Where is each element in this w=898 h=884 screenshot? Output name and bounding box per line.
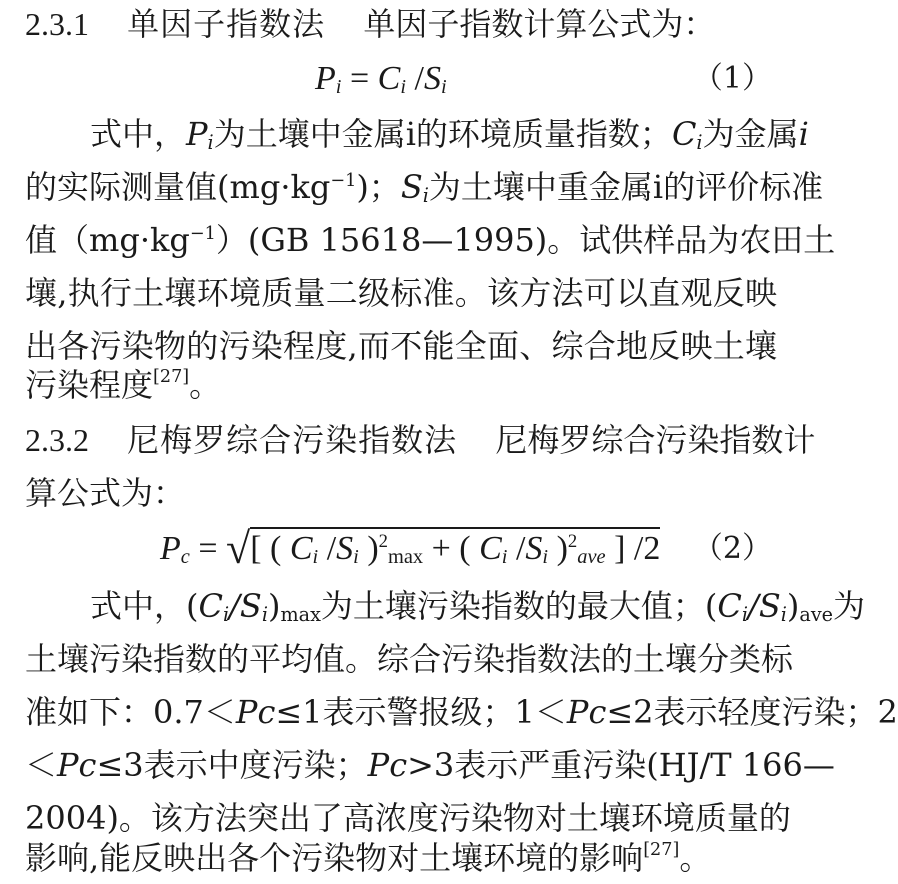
section-number: 2.3.1 — [25, 6, 89, 42]
formula-lead: 单因子指数计算公式为： — [363, 5, 716, 43]
citation: [27] — [153, 367, 190, 387]
para1-line4: 壤,执行土壤环境质量二级标准。该方法可以直观反映 — [25, 274, 777, 312]
formula-lead: 尼梅罗综合污染指数计 — [495, 421, 816, 459]
para1-line1: 式中，$P_i$为土壤中金属i的环境质量指数；$C_i$为金属i — [90, 115, 809, 154]
para2-line2: 土壤污染指数的平均值。综合污染指数法的土壤分类标 — [25, 640, 794, 678]
method-title: 单因子指数法 — [127, 5, 326, 43]
citation: [27] — [643, 840, 680, 860]
section-2-3-2-heading — [25, 418, 816, 462]
para1-line6: 污染程度[27]。 — [25, 366, 222, 404]
para2-line5: 2004)。该方法突出了高浓度污染物对土壤环境质量的 — [25, 799, 791, 837]
formula-2: $P_c$ = √[ ( $C_i$ $/S_i$ )$^2_{max}$ + ( $C_i$ $/S_i$ )$^2_{ave}$ ] /2 — [160, 524, 661, 573]
equation-number-2: （2） — [692, 531, 772, 566]
formula-1: $P_i = C_i$ $/S_i$ — [315, 60, 447, 98]
equation-number-1: （1） — [692, 61, 772, 96]
para1-line3: 值$(mg\cdot kg^{-1})(GB$ 15618—1995)。试供样品为农田土 — [25, 221, 836, 259]
section-2-3-1-heading — [25, 2, 777, 46]
para1-line2: 的实际测量值$(mg\cdot kg^{-1})$；$S_i$为土壤中重金属i的评价标准 — [25, 168, 824, 207]
para2-line4: ＜Pc≤3表示中度污染；Pc>3表示严重污染(HJ/T 166— — [25, 746, 835, 784]
para2-line1: 式中，$(C_i/S_i)_{max}$为土壤污染指数的最大值；$(C_i/S_i)_{ave}$为 — [90, 587, 866, 626]
method-title: 尼梅罗综合污染指数法 — [127, 421, 458, 459]
para1-line5: 出各污染物的污染程度,而不能全面、综合地反映土壤 — [25, 327, 777, 365]
para2-line6: 影响,能反映出各个污染物对土壤环境的影响[27]。 — [25, 839, 712, 877]
para2-line3: 准如下：0.7＜Pc≤1表示警报级；1＜Pc≤2表示轻度污染；2 — [25, 693, 898, 731]
section-number: 2.3.2 — [25, 422, 89, 458]
section-2-3-2-lead-cont: 算公式为： — [25, 474, 186, 512]
